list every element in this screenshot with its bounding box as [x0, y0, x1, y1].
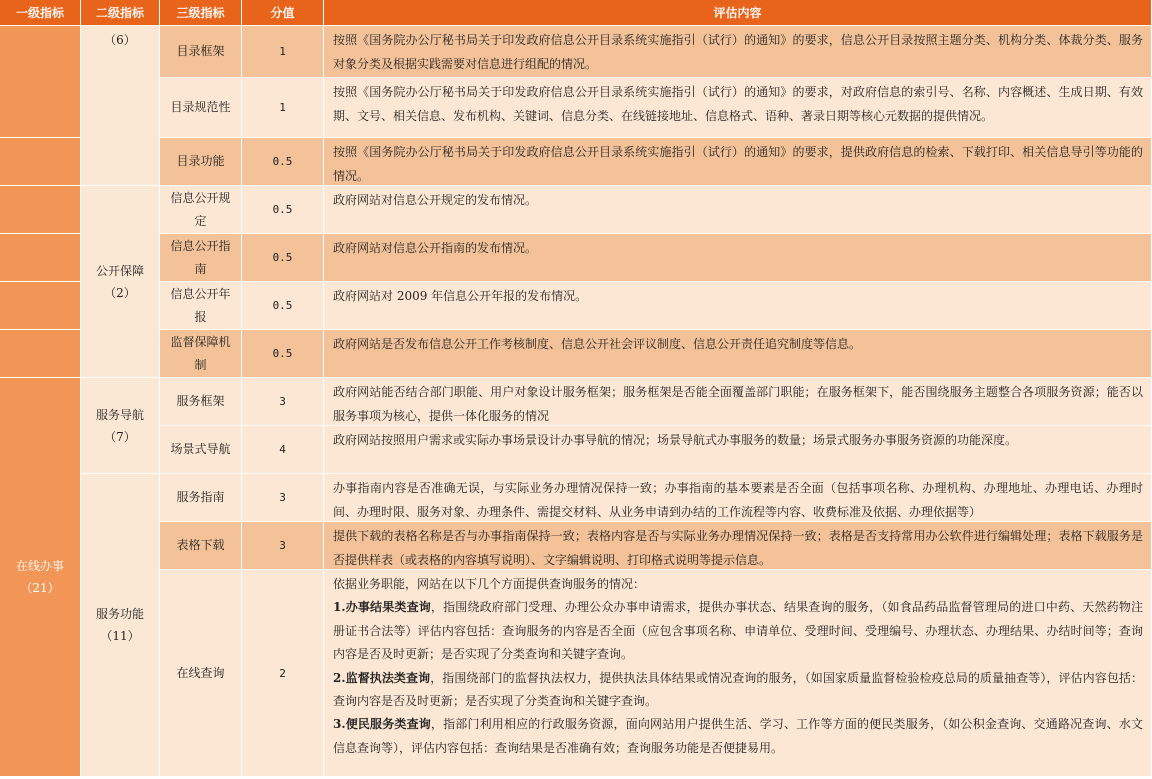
- level3-cell: 场景式导航: [160, 426, 242, 474]
- content-cell: 政府网站对信息公开规定的发布情况。: [324, 186, 1152, 234]
- level3-cell: 表格下载: [160, 522, 242, 570]
- level3-cell: 服务指南: [160, 474, 242, 522]
- level1-online: [0, 378, 81, 777]
- level1-cell: [0, 282, 81, 330]
- content-cell: 政府网站是否发布信息公开工作考核制度、信息公开社会评议制度、信息公开责任追究制度等信息。: [324, 330, 1152, 378]
- query-item: [333, 596, 1143, 666]
- level3-cell: 目录框架: [160, 26, 242, 78]
- content-cell: 办事指南内容是否准确无误，与实际业务办理情况保持一致；办事指南的基本要素是否全面（包括事项名称、办理机构、办理地址、办理电话、办理时间、办理时限、服务对象、办理条件、需提交材料、从业务申请到办结的工作流程等内容、收费标准及依据、办理依据等）: [324, 474, 1152, 522]
- level3-cell: 信息公开指南: [160, 234, 242, 282]
- level1-name: 在线办事: [15, 559, 64, 573]
- level2-cell: [81, 186, 160, 378]
- level2-cell: [81, 26, 160, 186]
- level1-cell: [0, 138, 81, 186]
- header-content: 评估内容: [324, 0, 1152, 26]
- level3-cell: 目录规范性: [160, 78, 242, 138]
- score-cell: 1: [242, 26, 324, 78]
- score-cell: 2: [242, 570, 324, 777]
- header-level3: 三级指标: [160, 0, 242, 26]
- level1-cell: [0, 330, 81, 378]
- score-cell: 1: [242, 78, 324, 138]
- content-cell: 政府网站按照用户需求或实际办事场景设计办事导航的情况；场景导航式办事服务的数量；场景式服务办事服务资源的功能深度。: [324, 426, 1152, 474]
- header-level1: 一级指标: [0, 0, 81, 26]
- level3-cell: 目录功能: [160, 138, 242, 186]
- level3-cell: 在线查询: [160, 570, 242, 777]
- score-cell: 0.5: [242, 138, 324, 186]
- level1-cell: [0, 26, 81, 138]
- query-item-text: ，指围绕政府部门受理、办理公众办事申请需求，提供办事状态、结果查询的服务，（如食品药品监督管理局的进口中药、天然药物注册证书合法等）评估内容包括：查询服务的内容是否全面（应包含事项名称、申请单位、受理时间、受理编号、办理状态、办理结果、办结时间等；查询内容是否及时更新；是否实现了分类查询和关键字查询。: [333, 600, 1143, 662]
- query-item-title: 2.监督执法类查询: [333, 670, 431, 685]
- header-level2: 二级指标: [81, 0, 160, 26]
- content-cell: 提供下载的表格名称是否与办事指南保持一致；表格内容是否与实际业务办理情况保持一致；表格是否支持常用办公软件进行编辑处理；表格下载服务是否提供样表（或表格的内容填写说明）、文字编辑说明、打印格式说明等提示信息。: [324, 522, 1152, 570]
- level1-count: （21）: [20, 581, 60, 595]
- level3-cell: 信息公开年报: [160, 282, 242, 330]
- query-item: [333, 667, 1143, 714]
- level2-name: 服务功能: [95, 607, 144, 621]
- query-item-text: ，指部门利用相应的行政服务资源，面向网站用户提供生活、学习、工作等方面的便民类服务，（如公积金查询、交通路况查询、水文信息查询等），评估内容包括：查询结果是否准确有效；查询服务功能是否便捷易用。: [333, 717, 1143, 755]
- content-cell: 按照《国务院办公厅秘书局关于印发政府信息公开目录系统实施指引（试行）的通知》的要求，对政府信息的索引号、名称、内容概述、生成日期、有效期、文号、相关信息、发布机构、关键词、信息分类、在线链接地址、信息格式、语种、著录日期等核心元数据的提供情况。: [324, 78, 1152, 138]
- score-cell: 3: [242, 474, 324, 522]
- score-cell: 0.5: [242, 234, 324, 282]
- level2-count: （2）: [104, 285, 136, 300]
- level3-cell: 服务框架: [160, 378, 242, 426]
- content-cell: 政府网站对 2009 年信息公开年报的发布情况。: [324, 282, 1152, 330]
- query-intro: 依据业务职能，网站在以下几个方面提供查询服务的情况：: [333, 577, 646, 591]
- level2-count: （7）: [104, 429, 136, 444]
- level1-cell: [0, 186, 81, 234]
- query-item-title: 1.办事结果类查询: [333, 600, 431, 615]
- level2-name: 服务导航: [95, 407, 144, 422]
- score-cell: 3: [242, 522, 324, 570]
- level2-count: （11）: [100, 629, 140, 643]
- level2-cell: [81, 474, 160, 777]
- query-item: [333, 713, 1143, 760]
- score-cell: 0.5: [242, 282, 324, 330]
- content-cell: [324, 570, 1152, 777]
- content-cell: 政府网站能否结合部门职能、用户对象设计服务框架；服务框架是否能全面覆盖部门职能；在服务框架下，能否围绕服务主题整合各项服务资源；能否以服务事项为核心，提供一体化服务的情况: [324, 378, 1152, 426]
- level2-cell: [81, 378, 160, 474]
- score-cell: 0.5: [242, 330, 324, 378]
- content-cell: 按照《国务院办公厅秘书局关于印发政府信息公开目录系统实施指引（试行）的通知》的要求，信息公开目录按照主题分类、机构分类、体裁分类、服务对象分类及根据实践需要对信息进行组配的情况。: [324, 26, 1152, 78]
- score-cell: 3: [242, 378, 324, 426]
- score-cell: 0.5: [242, 186, 324, 234]
- content-cell: 按照《国务院办公厅秘书局关于印发政府信息公开目录系统实施指引（试行）的通知》的要求，提供政府信息的检索、下载打印、相关信息导引等功能的情况。: [324, 138, 1152, 186]
- level2-name: 公开保障: [95, 263, 144, 278]
- level2-count: （6）: [104, 33, 136, 47]
- score-cell: 4: [242, 426, 324, 474]
- query-item-title: 3.便民服务类查询: [333, 717, 431, 732]
- level3-cell: 监督保障机制: [160, 330, 242, 378]
- content-cell: 政府网站对信息公开指南的发布情况。: [324, 234, 1152, 282]
- query-item-text: ，指围绕部门的监督执法权力，提供执法具体结果或情况查询的服务，（如国家质量监督检验检疫总局的质量抽查等），评估内容包括：查询内容是否及时更新；是否实现了分类查询和关键字查询。: [333, 670, 1143, 709]
- level3-cell: 信息公开规定: [160, 186, 242, 234]
- header-score: 分值: [242, 0, 324, 26]
- level1-cell: [0, 234, 81, 282]
